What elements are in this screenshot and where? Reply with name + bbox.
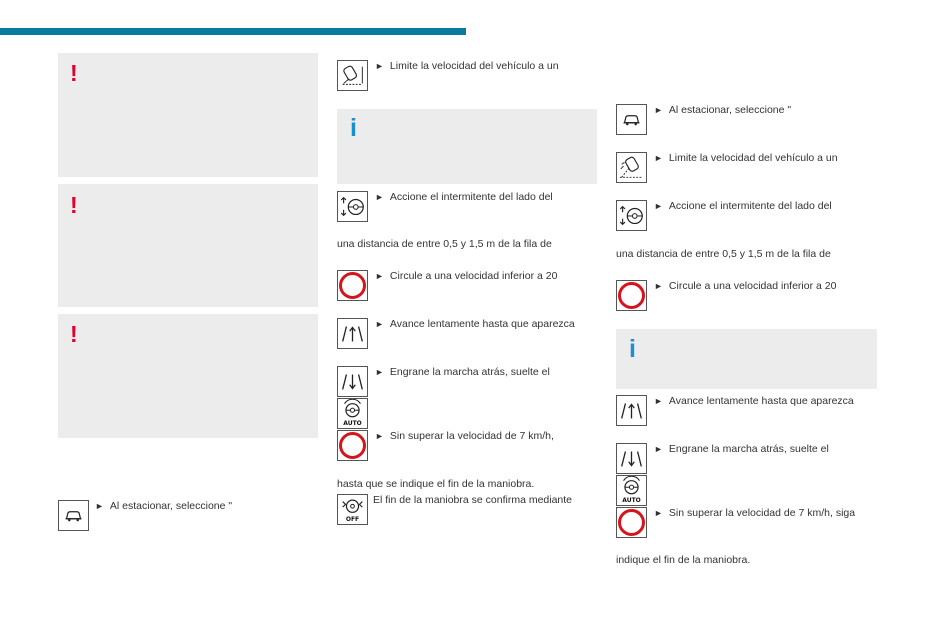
step-limit-text — [375, 60, 559, 73]
auto-label: AUTO — [622, 497, 641, 504]
step-speed20-text — [654, 280, 836, 293]
info-icon: i — [629, 335, 636, 363]
step-7kmh-text — [375, 430, 554, 443]
bullet-arrow: ► — [654, 396, 663, 406]
step-indicator-text — [375, 191, 553, 204]
step-park-label: Al estacionar, seleccione " — [109, 500, 233, 512]
bullet-arrow: ► — [375, 192, 384, 202]
warning-icon: ! — [70, 321, 78, 347]
bullet-arrow: ► — [654, 153, 663, 163]
distance-text: una distancia de entre 0,5 y 1,5 m de la fila de — [616, 248, 831, 260]
forward-arrow-icon — [337, 318, 368, 349]
auto-label: AUTO — [343, 420, 362, 427]
step-speed20-label: Circule a una velocidad inferior a 20 — [389, 270, 558, 282]
step-7kmh-label: Sin superar la velocidad de 7 km/h, — [389, 430, 554, 442]
forward-arrow-icon — [616, 395, 647, 426]
bullet-arrow: ► — [375, 271, 384, 281]
step-indicator-label: Accione el intermitente del lado del — [668, 200, 832, 212]
speed-sign-icon — [337, 430, 368, 461]
step-7kmh-label: Sin superar la velocidad de 7 km/h, siga — [668, 507, 856, 519]
bullet-arrow: ► — [375, 367, 384, 377]
step-reverse-text — [375, 366, 550, 379]
bullet-arrow: ► — [375, 431, 384, 441]
bullet-arrow: ► — [95, 501, 104, 511]
parking-car-icon — [58, 500, 89, 531]
reverse-arrow-icon — [616, 443, 647, 474]
step-reverse-label: Engrane la marcha atrás, suelte el — [668, 443, 829, 455]
speed-sign-icon — [337, 270, 368, 301]
bullet-arrow: ► — [375, 319, 384, 329]
indicator-steering-icon — [616, 200, 647, 231]
step-advance-text — [375, 318, 575, 331]
step-limit-label: Limite la velocidad del vehículo a un — [389, 60, 559, 72]
confirm-text: El fin de la maniobra se confirma mediante — [373, 494, 573, 506]
step-advance-text — [654, 395, 854, 408]
distance-text: una distancia de entre 0,5 y 1,5 m de la fila de — [337, 238, 552, 250]
auto-steering-icon — [337, 398, 368, 429]
step-indicator-text — [654, 200, 832, 213]
step-limit-label: Limite la velocidad del vehículo a un — [668, 152, 838, 164]
step-speed20-label: Circule a una velocidad inferior a 20 — [668, 280, 837, 292]
sensor-zone-icon — [616, 152, 647, 183]
end-maneuver-text: indique el fin de la maniobra. — [616, 554, 751, 566]
auto-steering-icon — [616, 475, 647, 506]
step-indicator-label: Accione el intermitente del lado del — [389, 191, 553, 203]
bullet-arrow: ► — [654, 201, 663, 211]
warning-box-1 — [58, 53, 318, 177]
step-park-label: Al estacionar, seleccione " — [668, 104, 792, 116]
bullet-arrow: ► — [654, 444, 663, 454]
reverse-arrow-icon — [337, 366, 368, 397]
step-7kmh-text — [654, 507, 855, 520]
step-reverse-text — [654, 443, 829, 456]
auto-off-steering-icon — [337, 494, 368, 525]
bullet-arrow: ► — [654, 508, 663, 518]
indicator-steering-icon — [337, 191, 368, 222]
sensor-zone-icon — [337, 60, 368, 91]
end-maneuver-text: hasta que se indique el fin de la maniobra. — [337, 478, 535, 490]
bullet-arrow: ► — [375, 61, 384, 71]
step-speed20-text — [375, 270, 557, 283]
speed-sign-icon — [616, 280, 647, 311]
warning-box-2 — [58, 184, 318, 307]
step-advance-label: Avance lentamente hasta que aparezca — [668, 395, 854, 407]
step-limit-text — [654, 152, 838, 165]
info-icon: i — [350, 114, 357, 142]
info-box-1 — [337, 109, 597, 184]
step-park-text — [95, 500, 232, 513]
off-label: OFF — [345, 516, 360, 523]
warning-box-3 — [58, 314, 318, 438]
parking-car-icon — [616, 104, 647, 135]
speed-sign-icon — [616, 507, 647, 538]
info-box-2 — [616, 329, 877, 389]
step-reverse-label: Engrane la marcha atrás, suelte el — [389, 366, 550, 378]
bullet-arrow: ► — [654, 281, 663, 291]
step-advance-label: Avance lentamente hasta que aparezca — [389, 318, 575, 330]
warning-icon: ! — [70, 192, 78, 218]
bullet-arrow: ► — [654, 105, 663, 115]
header-accent-bar — [0, 28, 466, 35]
step-park-text — [654, 104, 791, 117]
warning-icon: ! — [70, 60, 78, 86]
